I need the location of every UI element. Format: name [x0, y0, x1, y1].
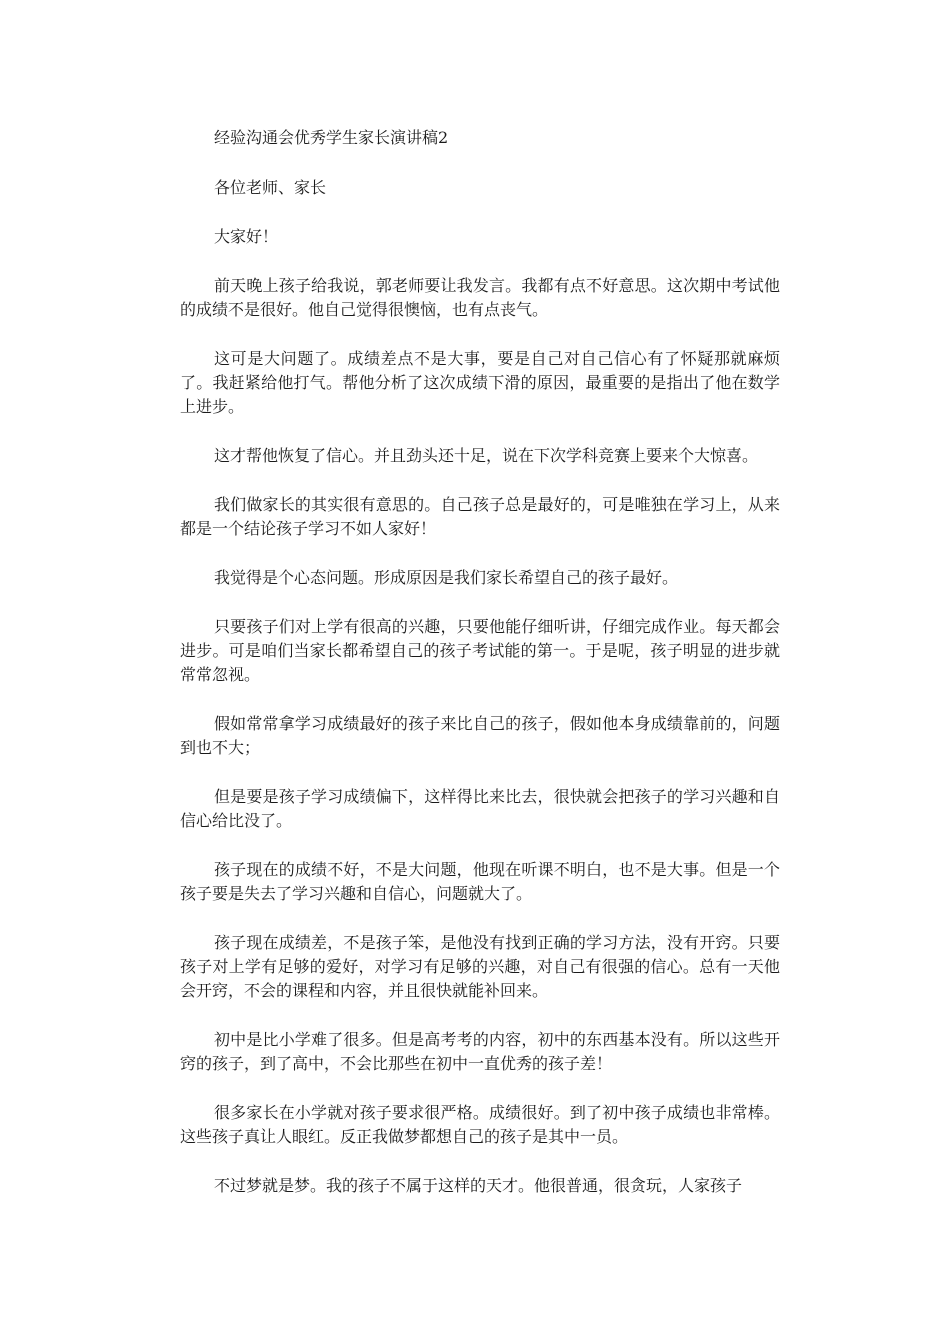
- paragraph: 初中是比小学难了很多。但是高考考的内容，初中的东西基本没有。所以这些开窍的孩子，到了高中，不会比那些在初中一直优秀的孩子差！: [180, 1030, 780, 1073]
- paragraph-truncated: 不过梦就是梦。我的孩子不属于这样的天才。他很普通，很贪玩，人家孩子: [214, 1176, 743, 1195]
- paragraph-greeting: 大家好！: [214, 227, 279, 246]
- paragraph: 我觉得是个心态问题。形成原因是我们家长希望自己的孩子最好。: [214, 568, 679, 587]
- paragraph: 只要孩子们对上学有很高的兴趣，只要他能仔细听讲，仔细完成作业。每天都会进步。可是咱们当家长都希望自己的孩子考试能的第一。于是呢，孩子明显的进步就常常忽视。: [180, 617, 780, 684]
- paragraph: 假如常常拿学习成绩最好的孩子来比自己的孩子，假如他本身成绩靠前的，问题到也不大；: [180, 714, 780, 757]
- paragraph: 这可是大问题了。成绩差点不是大事，要是自己对自己信心有了怀疑那就麻烦了。我赶紧给他打气。帮他分析了这次成绩下滑的原因，最重要的是指出了他在数学上进步。: [180, 349, 780, 416]
- paragraph: 孩子现在的成绩不好，不是大问题，他现在听课不明白，也不是大事。但是一个孩子要是失去了学习兴趣和自信心，问题就大了。: [180, 860, 780, 903]
- paragraph-salutation: 各位老师、家长: [214, 178, 327, 197]
- paragraph: 我们做家长的其实很有意思的。自己孩子总是最好的，可是唯独在学习上，从来都是一个结论孩子学习不如人家好！: [180, 495, 780, 538]
- paragraph: 这才帮他恢复了信心。并且劲头还十足，说在下次学科竞赛上要来个大惊喜。: [214, 446, 759, 465]
- paragraph: 前天晚上孩子给我说，郭老师要让我发言。我都有点不好意思。这次期中考试他的成绩不是很好。他自己觉得很懊恼，也有点丧气。: [180, 276, 780, 319]
- paragraph: 孩子现在成绩差，不是孩子笨，是他没有找到正确的学习方法，没有开窍。只要孩子对上学有足够的爱好，对学习有足够的兴趣，对自己有很强的信心。总有一天他会开窍，不会的课程和内容，并且很快就能补回来。: [180, 933, 780, 1000]
- document-title: 经验沟通会优秀学生家长演讲稿2: [214, 128, 449, 147]
- paragraph: 很多家长在小学就对孩子要求很严格。成绩很好。到了初中孩子成绩也非常棒。这些孩子真让人眼红。反正我做梦都想自己的孩子是其中一员。: [180, 1103, 780, 1146]
- document-page: [180, 126, 780, 1223]
- paragraph: 但是要是孩子学习成绩偏下，这样得比来比去，很快就会把孩子的学习兴趣和自信心给比没了。: [180, 787, 780, 830]
